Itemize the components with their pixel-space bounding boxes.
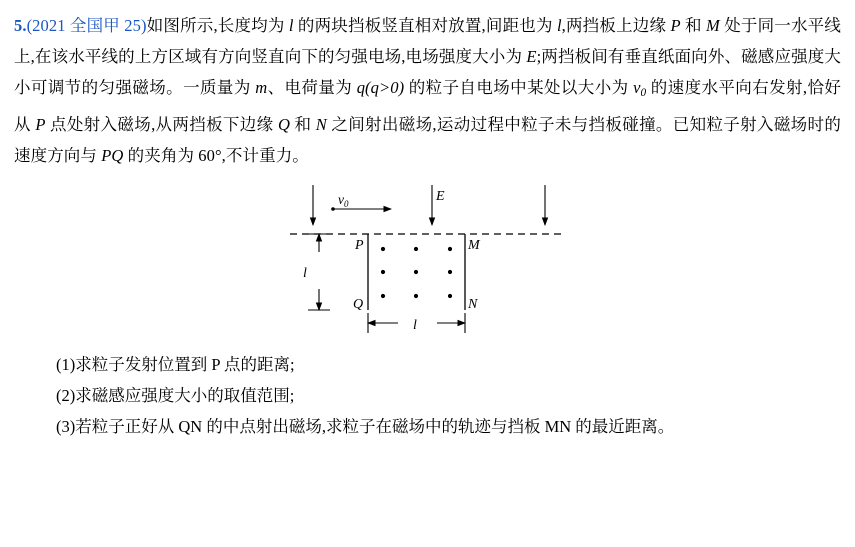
symbol-PQ: PQ: [101, 146, 124, 166]
figure-label-Q: Q: [353, 297, 364, 313]
problem-statement: [14, 10, 841, 171]
symbol-l-2: l: [556, 16, 562, 35]
questions-list: [14, 349, 841, 442]
symbol-Q-1: Q: [277, 115, 290, 135]
symbol-M-1: M: [706, 16, 720, 35]
velocity-arrow-group: [331, 207, 391, 211]
figure-label-E: E: [436, 189, 445, 205]
figure-label-l-bottom: l: [413, 318, 417, 334]
question-2: (2)求磁感应强度大小的取值范围;: [56, 386, 295, 406]
left-dimension-l: [308, 234, 330, 310]
figure-label-v0: $v_0$: [338, 192, 349, 210]
problem-text-13: 的速度水平向右发射,恰: [646, 78, 825, 97]
problem-text-16: 和: [289, 115, 316, 135]
magnetic-field-dots: [381, 247, 452, 298]
problem-text-8: ;两挡板间有: [536, 47, 625, 66]
question-3: (3)若粒子正好从 QN 的中点射出磁场,求粒子在磁场中的轨迹与挡板 MN 的最近距离。: [56, 417, 675, 437]
problem-text-15: 点处射入磁场,从两挡板下边缘: [45, 115, 278, 135]
problem-text-17: 之间射出磁场,运动过程中粒子未与挡板: [326, 115, 623, 135]
figure-label-N: N: [468, 297, 478, 313]
problem-number: 5.: [14, 16, 27, 35]
problem-text-1: 如图所示,长度均为: [146, 16, 289, 35]
problem-emphasis: 垂直纸面向外: [624, 47, 725, 66]
symbol-N-1: N: [315, 115, 327, 135]
problem-text-2: 的两块挡板竖直相对放置,间距也为: [293, 16, 557, 35]
problem-text-7: 场,电场强度大小为: [384, 47, 527, 66]
problem-text-19: 的夹角为 60°,不计重力。: [123, 146, 309, 166]
figure-label-l-left: l: [303, 266, 307, 282]
problem-text-6: 处于同一水平线上,在该水平线的上方区域有方向竖直向下的匀强电: [14, 16, 841, 66]
question-1: (1)求粒子发射位置到 P 点的距离;: [56, 355, 295, 375]
symbol-m: m: [255, 78, 268, 97]
figure-label-P: P: [355, 238, 364, 254]
symbol-P-2: P: [35, 115, 46, 135]
problem-text-3: ,两挡: [561, 16, 600, 35]
problem-source: (2021 全国甲 25): [26, 16, 147, 35]
physics-figure: [0, 177, 855, 337]
figure-label-M: M: [468, 238, 480, 254]
problem-text-14: 好从: [14, 78, 841, 135]
problem-text-10: 一质量为: [183, 78, 256, 97]
symbol-l-1: l: [288, 16, 294, 35]
problem-text-18: 碰撞。已知粒子射入磁场时的速度方向与: [14, 115, 841, 166]
symbol-E-1: E: [526, 47, 537, 66]
symbol-P-1: P: [670, 16, 681, 35]
symbol-q: q(q>0): [356, 78, 405, 97]
problem-text-12: 的粒子自电场中某处以大小为: [404, 78, 634, 97]
problem-text-9: 、磁感应强度大小可调节的匀强磁场。: [14, 47, 841, 97]
problem-text-5: 和: [680, 16, 707, 35]
symbol-v0-subscript: 0: [640, 87, 647, 100]
problem-text-11: 、电荷量为: [267, 78, 357, 97]
symbol-v0: v: [633, 78, 641, 97]
problem-text-4: 板上边缘: [599, 16, 671, 35]
